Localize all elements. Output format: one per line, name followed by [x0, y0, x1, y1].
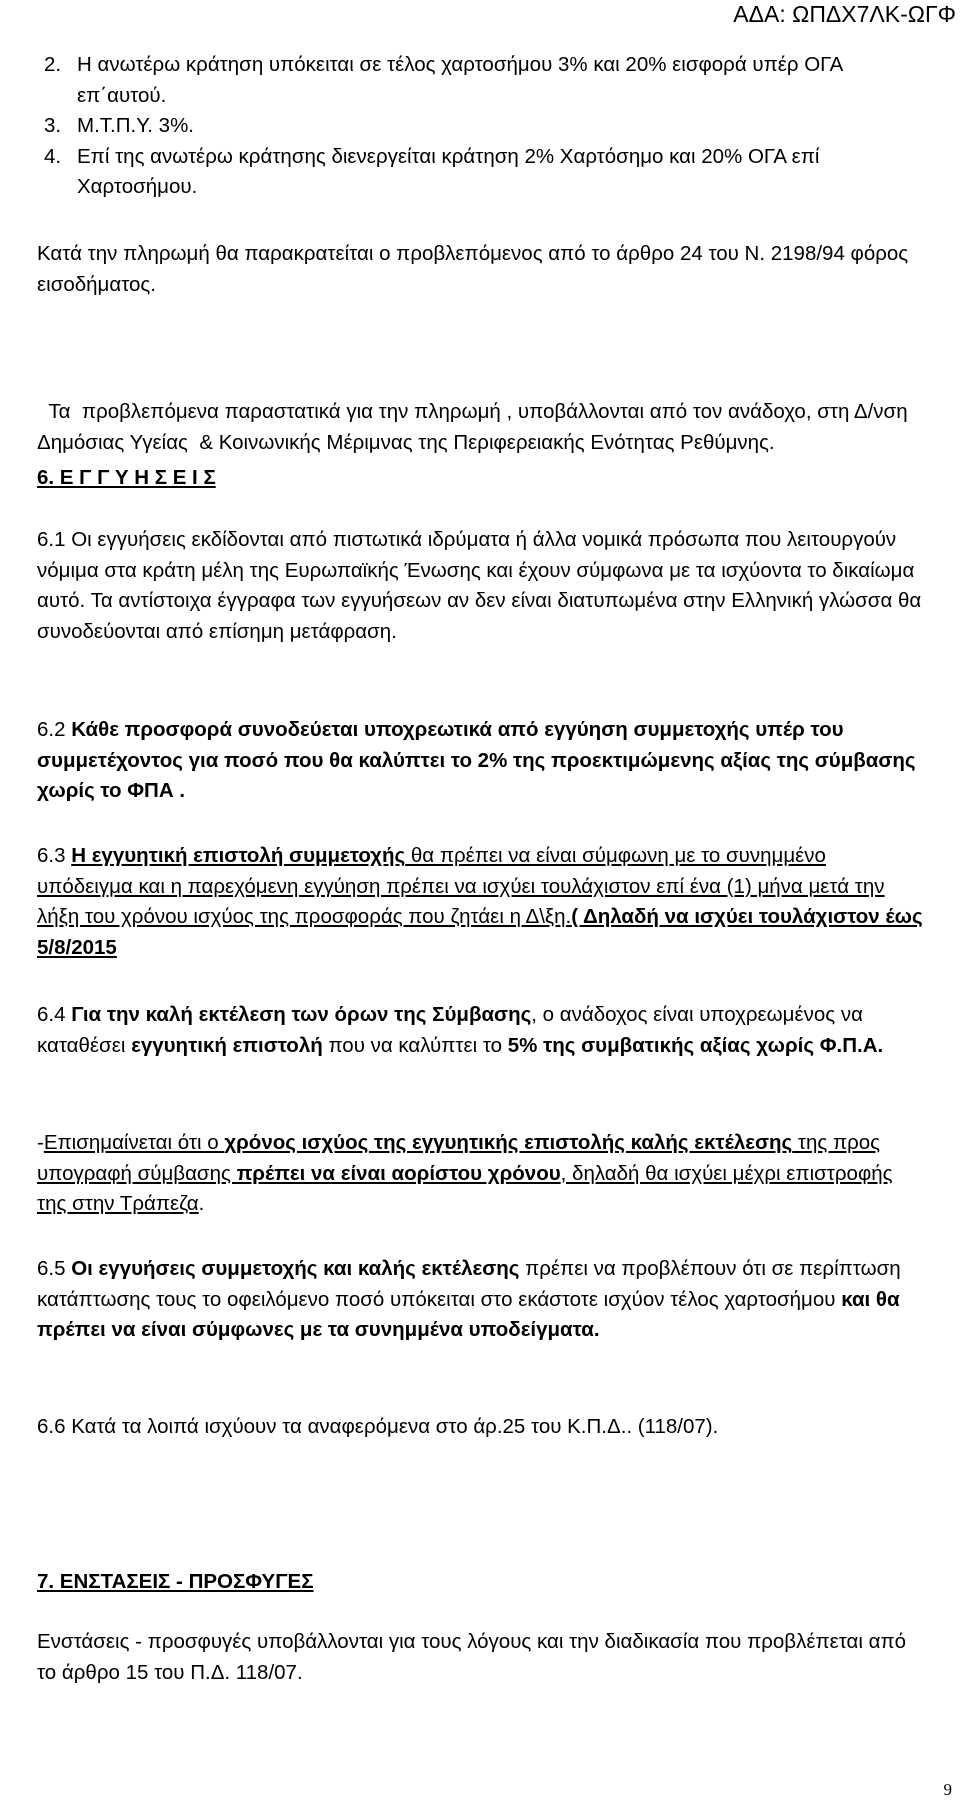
note-paragraph: -Επισημαίνεται ότι ο χρόνος ισχύος της εγγυητικής επιστολής καλής εκτέλεσης της προς υπογραφή σύμβασης πρέπει να είναι αορίστου χρόνου, δηλαδή θα ισχύει μέχρι επιστροφής της στην Τράπεζα.: [37, 1131, 893, 1215]
list-item: 4. Επί της ανωτέρω κράτησης διενεργείται κράτηση 2% Χαρτόσημο και 20% ΟΓΑ επί Χαρτοσήμου.: [44, 144, 820, 198]
section-7-heading: 7. ΕΝΣΤΑΣΕΙΣ - ΠΡΟΣΦΥΓΕΣ: [37, 1570, 314, 1593]
para-6-2: 6.2 Κάθε προσφορά συνοδεύεται υποχρεωτικά από εγγύηση συμμετοχής υπέρ του συμμετέχοντος για ποσό που θα καλύπτει το 2% της προεκτιμώμενης αξίας της σύμβασης χωρίς το ΦΠΑ .: [37, 718, 916, 802]
ada-code: ΑΔΑ: ΩΠΔΧ7ΛΚ-ΩΓΦ: [733, 1, 956, 27]
para-7: Ενστάσεις - προσφυγές υποβάλλονται για τους λόγους και την διαδικασία που προβλέπεται από το άρθρο 15 του Π.Δ. 118/07.: [37, 1630, 907, 1684]
para-6-4: 6.4 Για την καλή εκτέλεση των όρων της Σύμβασης, ο ανάδοχος είναι υποχρεωμένος να καταθέσει εγγυητική επιστολή που να καλύπτει το 5% της συμβατικής αξίας χωρίς Φ.Π.Α.: [37, 1003, 884, 1057]
documents-paragraph: Τα προβλεπόμενα παραστατικά για την πληρωμή , υποβάλλονται από τον ανάδοχο, στη Δ/νση Δημόσιας Υγείας & Κοινωνικής Μέριμνας της Περιφερειακής Ενότητας Ρεθύμνης.: [37, 400, 913, 454]
tax-paragraph: Κατά την πληρωμή θα παρακρατείται ο προβλεπόμενος από το άρθρο 24 του Ν. 2198/94 φόρος εισοδήματος.: [37, 242, 909, 296]
para-6-6: 6.6 Κατά τα λοιπά ισχύουν τα αναφερόμενα στο άρ.25 του Κ.Π.Δ.. (118/07).: [37, 1415, 719, 1438]
list-item: 2. Η ανωτέρω κράτηση υπόκειται σε τέλος χαρτοσήμου 3% και 20% εισφορά υπέρ ΟΓΑ επ΄αυτού.: [44, 53, 843, 107]
para-6-5: 6.5 Οι εγγυήσεις συμμετοχής και καλής εκτέλεσης πρέπει να προβλέπουν ότι σε περίπτωση κατάπτωσης τους το οφειλόμενο ποσό υπόκειται στο εκάστοτε ισχύον τέλος χαρτοσήμου και θα πρέπει να είναι σύμφωνες με τα συνημμένα υποδείγματα.: [37, 1257, 901, 1341]
section-6-heading: 6. Ε Γ Γ Υ Η Σ Ε Ι Σ: [37, 466, 216, 489]
para-6-3: 6.3 Η εγγυητική επιστολή συμμετοχής θα πρέπει να είναι σύμφωνη με το συνημμένο υπόδειγμα και η παρεχόμενη εγγύηση πρέπει να ισχύει τουλάχιστον επί ένα (1) μήνα μετά την λήξη του χρόνου ισχύος της προσφοράς που ζητάει η Δ\ξη.( Δηλαδή να ισχύει τουλάχιστον έως 5/8/2015: [37, 844, 923, 959]
page-number: 9: [943, 1780, 952, 1799]
list-item: 3. Μ.Τ.Π.Υ. 3%.: [44, 114, 195, 137]
retention-list: [37, 50, 927, 203]
para-6-1: 6.1 Οι εγγυήσεις εκδίδονται από πιστωτικά ιδρύματα ή άλλα νομικά πρόσωπα που λειτουργούν νόμιμα στα κράτη μέλη της Ευρωπαϊκής Ένωσης και έχουν σύμφωνα με τα ισχύοντα το δικαίωμα αυτό. Τα αντίστοιχα έγγραφα των εγγυήσεων αν δεν είναι διατυπωμένα στην Ελληνική γλώσσα θα συνοδεύονται από επίσημη μετάφραση.: [37, 528, 922, 643]
